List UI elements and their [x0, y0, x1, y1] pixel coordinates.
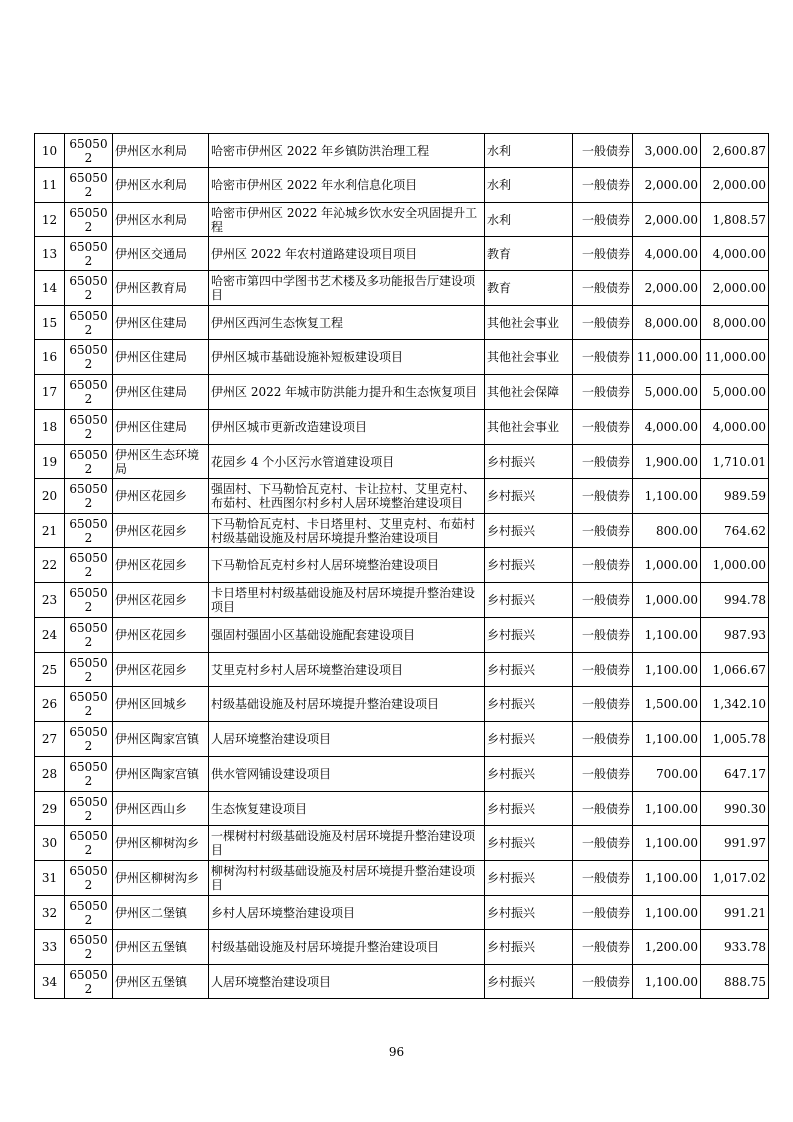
region-code: 650502: [65, 896, 113, 930]
region-code: 650502: [65, 965, 113, 999]
amount-2-cell: 1,710.01: [701, 445, 769, 479]
amount-cell: 1,100.00: [633, 792, 701, 826]
amount-2-cell: 1,808.57: [701, 203, 769, 237]
amount-2-cell: 994.78: [701, 583, 769, 618]
row-number: 15: [35, 306, 65, 340]
region-code: 650502: [65, 722, 113, 757]
region-code: 650502: [65, 653, 113, 687]
table-row: [35, 168, 769, 203]
row-number: 22: [35, 548, 65, 583]
table-row: [35, 826, 769, 861]
table-row: [35, 965, 769, 999]
project-name-cell: 卡日塔里村村级基础设施及村居环境提升整治建设项目: [209, 583, 485, 618]
bond-type-cell: 一般债券: [573, 826, 633, 861]
bond-type-cell: 一般债券: [573, 445, 633, 479]
debt-project-table: [34, 133, 769, 999]
amount-cell: 1,100.00: [633, 826, 701, 861]
amount-cell: 11,000.00: [633, 340, 701, 375]
department-cell: 伊州区花园乡: [113, 583, 209, 618]
department-cell: 伊州区二堡镇: [113, 896, 209, 930]
table-row: [35, 410, 769, 445]
project-name-cell: 哈密市伊州区 2022 年沁城乡饮水安全巩固提升工程: [209, 203, 485, 237]
amount-2-cell: 4,000.00: [701, 237, 769, 271]
bond-type-cell: 一般债券: [573, 203, 633, 237]
bond-type-cell: 一般债券: [573, 792, 633, 826]
region-code: 650502: [65, 203, 113, 237]
table-row: [35, 687, 769, 722]
department-cell: 伊州区五堡镇: [113, 965, 209, 999]
amount-cell: 8,000.00: [633, 306, 701, 340]
department-cell: 伊州区花园乡: [113, 479, 209, 514]
row-number: 23: [35, 583, 65, 618]
field-cell: 乡村振兴: [485, 548, 573, 583]
field-cell: 教育: [485, 237, 573, 271]
table-row: [35, 930, 769, 965]
amount-cell: 1,100.00: [633, 722, 701, 757]
department-cell: 伊州区柳树沟乡: [113, 861, 209, 896]
bond-type-cell: 一般债券: [573, 757, 633, 792]
region-code: 650502: [65, 618, 113, 653]
amount-2-cell: 989.59: [701, 479, 769, 514]
department-cell: 伊州区水利局: [113, 203, 209, 237]
region-code: 650502: [65, 340, 113, 375]
field-cell: 其他社会事业: [485, 340, 573, 375]
department-cell: 伊州区住建局: [113, 340, 209, 375]
amount-2-cell: 2,000.00: [701, 168, 769, 203]
field-cell: 乡村振兴: [485, 618, 573, 653]
region-code: 650502: [65, 445, 113, 479]
amount-cell: 1,100.00: [633, 861, 701, 896]
table-row: [35, 792, 769, 826]
amount-cell: 1,000.00: [633, 548, 701, 583]
amount-cell: 2,000.00: [633, 168, 701, 203]
bond-type-cell: 一般债券: [573, 687, 633, 722]
table-row: [35, 583, 769, 618]
row-number: 30: [35, 826, 65, 861]
bond-type-cell: 一般债券: [573, 548, 633, 583]
row-number: 18: [35, 410, 65, 445]
table-row: [35, 479, 769, 514]
field-cell: 乡村振兴: [485, 861, 573, 896]
region-code: 650502: [65, 479, 113, 514]
region-code: 650502: [65, 826, 113, 861]
bond-type-cell: 一般债券: [573, 134, 633, 168]
field-cell: 乡村振兴: [485, 479, 573, 514]
row-number: 29: [35, 792, 65, 826]
row-number: 31: [35, 861, 65, 896]
region-code: 650502: [65, 375, 113, 410]
field-cell: 其他社会事业: [485, 410, 573, 445]
department-cell: 伊州区住建局: [113, 375, 209, 410]
project-name-cell: 伊州区西河生态恢复工程: [209, 306, 485, 340]
table-row: [35, 548, 769, 583]
amount-2-cell: 11,000.00: [701, 340, 769, 375]
field-cell: 乡村振兴: [485, 792, 573, 826]
bond-type-cell: 一般债券: [573, 375, 633, 410]
amount-cell: 1,500.00: [633, 687, 701, 722]
field-cell: 乡村振兴: [485, 896, 573, 930]
amount-2-cell: 2,000.00: [701, 271, 769, 306]
table-body: [35, 134, 769, 999]
region-code: 650502: [65, 168, 113, 203]
row-number: 10: [35, 134, 65, 168]
department-cell: 伊州区生态环境局: [113, 445, 209, 479]
bond-type-cell: 一般债券: [573, 861, 633, 896]
amount-2-cell: 933.78: [701, 930, 769, 965]
region-code: 650502: [65, 792, 113, 826]
amount-cell: 1,100.00: [633, 653, 701, 687]
row-number: 24: [35, 618, 65, 653]
field-cell: 乡村振兴: [485, 687, 573, 722]
row-number: 14: [35, 271, 65, 306]
department-cell: 伊州区陶家宫镇: [113, 757, 209, 792]
project-name-cell: 花园乡 4 个小区污水管道建设项目: [209, 445, 485, 479]
row-number: 17: [35, 375, 65, 410]
field-cell: 其他社会事业: [485, 306, 573, 340]
project-name-cell: 伊州区城市基础设施补短板建设项目: [209, 340, 485, 375]
row-number: 19: [35, 445, 65, 479]
amount-2-cell: 4,000.00: [701, 410, 769, 445]
department-cell: 伊州区花园乡: [113, 618, 209, 653]
field-cell: 乡村振兴: [485, 653, 573, 687]
department-cell: 伊州区水利局: [113, 134, 209, 168]
project-name-cell: 乡村人居环境整治建设项目: [209, 896, 485, 930]
project-name-cell: 艾里克村乡村人居环境整治建设项目: [209, 653, 485, 687]
amount-cell: 800.00: [633, 514, 701, 548]
amount-cell: 4,000.00: [633, 237, 701, 271]
amount-2-cell: 1,000.00: [701, 548, 769, 583]
bond-type-cell: 一般债券: [573, 618, 633, 653]
region-code: 650502: [65, 757, 113, 792]
table-row: [35, 757, 769, 792]
table-row: [35, 203, 769, 237]
amount-cell: 1,900.00: [633, 445, 701, 479]
field-cell: 水利: [485, 168, 573, 203]
region-code: 650502: [65, 687, 113, 722]
row-number: 25: [35, 653, 65, 687]
region-code: 650502: [65, 861, 113, 896]
table-row: [35, 653, 769, 687]
amount-2-cell: 5,000.00: [701, 375, 769, 410]
field-cell: 乡村振兴: [485, 826, 573, 861]
row-number: 28: [35, 757, 65, 792]
project-name-cell: 村级基础设施及村居环境提升整治建设项目: [209, 930, 485, 965]
project-name-cell: 村级基础设施及村居环境提升整治建设项目: [209, 687, 485, 722]
region-code: 650502: [65, 514, 113, 548]
region-code: 650502: [65, 548, 113, 583]
amount-cell: 1,200.00: [633, 930, 701, 965]
department-cell: 伊州区住建局: [113, 306, 209, 340]
department-cell: 伊州区教育局: [113, 271, 209, 306]
field-cell: 乡村振兴: [485, 514, 573, 548]
project-name-cell: 伊州区城市更新改造建设项目: [209, 410, 485, 445]
amount-cell: 2,000.00: [633, 203, 701, 237]
project-name-cell: 下马勒恰瓦克村、卡日塔里村、艾里克村、布茹村村级基础设施及村居环境提升整治建设项目: [209, 514, 485, 548]
department-cell: 伊州区花园乡: [113, 653, 209, 687]
table-row: [35, 861, 769, 896]
row-number: 12: [35, 203, 65, 237]
amount-2-cell: 8,000.00: [701, 306, 769, 340]
field-cell: 水利: [485, 134, 573, 168]
amount-cell: 1,100.00: [633, 965, 701, 999]
department-cell: 伊州区住建局: [113, 410, 209, 445]
row-number: 32: [35, 896, 65, 930]
bond-type-cell: 一般债券: [573, 340, 633, 375]
bond-type-cell: 一般债券: [573, 479, 633, 514]
region-code: 650502: [65, 237, 113, 271]
amount-2-cell: 1,342.10: [701, 687, 769, 722]
table-row: [35, 375, 769, 410]
bond-type-cell: 一般债券: [573, 965, 633, 999]
amount-2-cell: 1,017.02: [701, 861, 769, 896]
table-row: [35, 134, 769, 168]
department-cell: 伊州区五堡镇: [113, 930, 209, 965]
amount-2-cell: 987.93: [701, 618, 769, 653]
field-cell: 乡村振兴: [485, 757, 573, 792]
amount-cell: 3,000.00: [633, 134, 701, 168]
bond-type-cell: 一般债券: [573, 583, 633, 618]
project-name-cell: 伊州区 2022 年城市防洪能力提升和生态恢复项目: [209, 375, 485, 410]
table-row: [35, 306, 769, 340]
project-name-cell: 柳树沟村村级基础设施及村居环境提升整治建设项目: [209, 861, 485, 896]
department-cell: 伊州区交通局: [113, 237, 209, 271]
table-row: [35, 514, 769, 548]
project-name-cell: 一棵树村村级基础设施及村居环境提升整治建设项目: [209, 826, 485, 861]
department-cell: 伊州区水利局: [113, 168, 209, 203]
bond-type-cell: 一般债券: [573, 653, 633, 687]
row-number: 13: [35, 237, 65, 271]
project-name-cell: 人居环境整治建设项目: [209, 722, 485, 757]
amount-2-cell: 888.75: [701, 965, 769, 999]
region-code: 650502: [65, 306, 113, 340]
row-number: 33: [35, 930, 65, 965]
project-name-cell: 哈密市第四中学图书艺术楼及多功能报告厅建设项目: [209, 271, 485, 306]
amount-2-cell: 991.97: [701, 826, 769, 861]
amount-2-cell: 1,066.67: [701, 653, 769, 687]
bond-type-cell: 一般债券: [573, 930, 633, 965]
region-code: 650502: [65, 134, 113, 168]
field-cell: 乡村振兴: [485, 583, 573, 618]
row-number: 27: [35, 722, 65, 757]
region-code: 650502: [65, 271, 113, 306]
region-code: 650502: [65, 410, 113, 445]
bond-type-cell: 一般债券: [573, 237, 633, 271]
project-name-cell: 生态恢复建设项目: [209, 792, 485, 826]
table-row: [35, 445, 769, 479]
amount-cell: 700.00: [633, 757, 701, 792]
table-row: [35, 271, 769, 306]
field-cell: 乡村振兴: [485, 722, 573, 757]
bond-type-cell: 一般债券: [573, 722, 633, 757]
amount-cell: 5,000.00: [633, 375, 701, 410]
bond-type-cell: 一般债券: [573, 168, 633, 203]
amount-cell: 1,000.00: [633, 583, 701, 618]
department-cell: 伊州区柳树沟乡: [113, 826, 209, 861]
table-row: [35, 722, 769, 757]
row-number: 34: [35, 965, 65, 999]
department-cell: 伊州区西山乡: [113, 792, 209, 826]
project-name-cell: 强固村强固小区基础设施配套建设项目: [209, 618, 485, 653]
table-row: [35, 618, 769, 653]
field-cell: 乡村振兴: [485, 930, 573, 965]
amount-cell: 4,000.00: [633, 410, 701, 445]
page-number: 96: [388, 1045, 405, 1059]
amount-cell: 1,100.00: [633, 896, 701, 930]
amount-2-cell: 1,005.78: [701, 722, 769, 757]
project-name-cell: 强固村、下马勒恰瓦克村、卡让拉村、艾里克村、布茹村、杜西图尔村乡村人居环境整治建设项目: [209, 479, 485, 514]
project-name-cell: 供水管网铺设建设项目: [209, 757, 485, 792]
field-cell: 乡村振兴: [485, 445, 573, 479]
project-name-cell: 哈密市伊州区 2022 年水利信息化项目: [209, 168, 485, 203]
table-row: [35, 340, 769, 375]
project-name-cell: 哈密市伊州区 2022 年乡镇防洪治理工程: [209, 134, 485, 168]
table-row: [35, 237, 769, 271]
row-number: 11: [35, 168, 65, 203]
amount-2-cell: 991.21: [701, 896, 769, 930]
amount-cell: 1,100.00: [633, 618, 701, 653]
region-code: 650502: [65, 930, 113, 965]
row-number: 21: [35, 514, 65, 548]
amount-cell: 1,100.00: [633, 479, 701, 514]
amount-2-cell: 764.62: [701, 514, 769, 548]
region-code: 650502: [65, 583, 113, 618]
department-cell: 伊州区花园乡: [113, 514, 209, 548]
amount-2-cell: 990.30: [701, 792, 769, 826]
amount-cell: 2,000.00: [633, 271, 701, 306]
row-number: 20: [35, 479, 65, 514]
row-number: 16: [35, 340, 65, 375]
project-name-cell: 人居环境整治建设项目: [209, 965, 485, 999]
bond-type-cell: 一般债券: [573, 514, 633, 548]
project-name-cell: 伊州区 2022 年农村道路建设项目项目: [209, 237, 485, 271]
field-cell: 教育: [485, 271, 573, 306]
department-cell: 伊州区回城乡: [113, 687, 209, 722]
field-cell: 水利: [485, 203, 573, 237]
row-number: 26: [35, 687, 65, 722]
table-row: [35, 896, 769, 930]
project-name-cell: 下马勒恰瓦克村乡村人居环境整治建设项目: [209, 548, 485, 583]
field-cell: 乡村振兴: [485, 965, 573, 999]
bond-type-cell: 一般债券: [573, 896, 633, 930]
department-cell: 伊州区陶家宫镇: [113, 722, 209, 757]
bond-type-cell: 一般债券: [573, 306, 633, 340]
amount-2-cell: 2,600.87: [701, 134, 769, 168]
bond-type-cell: 一般债券: [573, 410, 633, 445]
amount-2-cell: 647.17: [701, 757, 769, 792]
bond-type-cell: 一般债券: [573, 271, 633, 306]
field-cell: 其他社会保障: [485, 375, 573, 410]
department-cell: 伊州区花园乡: [113, 548, 209, 583]
